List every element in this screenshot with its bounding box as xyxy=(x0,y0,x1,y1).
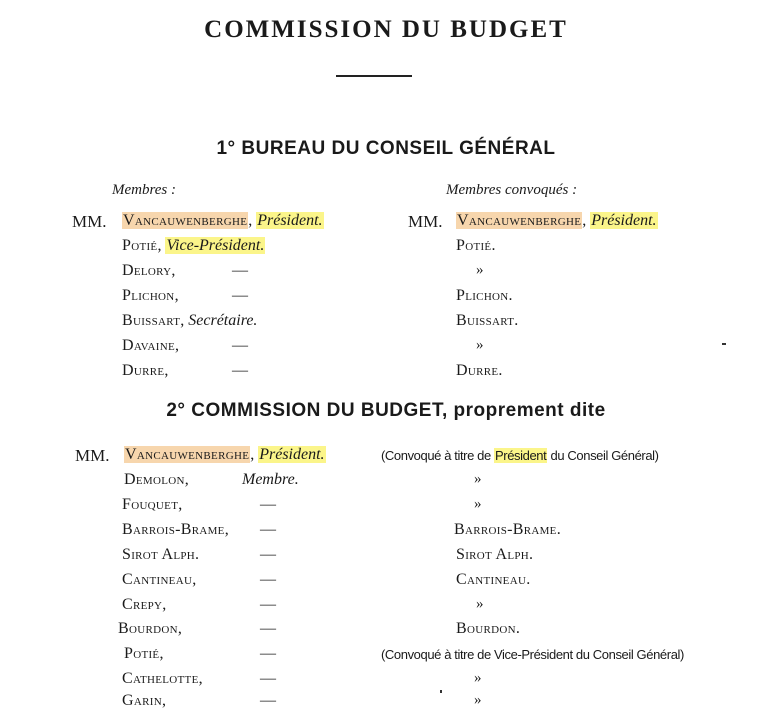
ditto-mark: » xyxy=(474,471,482,487)
member-role: Président. xyxy=(257,212,323,229)
ditto-mark: » xyxy=(476,596,484,612)
member-entry xyxy=(122,546,199,564)
ditto-dash: — xyxy=(260,692,276,709)
convened-name: Durre. xyxy=(456,362,503,379)
mm-label: MM. xyxy=(72,212,107,231)
member-role: Président. xyxy=(259,446,325,463)
convened-name: Bourdon. xyxy=(456,620,521,637)
convened-name: Barrois-Brame. xyxy=(454,521,561,538)
member-entry xyxy=(122,287,179,305)
member-entry xyxy=(124,645,164,663)
member-name: Cantineau xyxy=(122,571,193,588)
title-rule xyxy=(336,75,412,77)
scan-speck xyxy=(440,690,442,693)
ditto-mark: » xyxy=(474,692,482,708)
separator: , xyxy=(159,645,164,662)
convocation-note xyxy=(381,448,659,463)
ditto-mark: » xyxy=(474,496,482,512)
s2-row-7 xyxy=(0,596,772,618)
member-name: Buissart xyxy=(122,312,181,329)
s1-row-3 xyxy=(0,262,772,284)
member-name: Vancauwenberghe xyxy=(123,212,248,229)
member-entry xyxy=(124,471,189,489)
s1-row-6 xyxy=(0,337,772,359)
member-name: Garin xyxy=(122,692,162,709)
convened-members-heading: Membres convoqués : xyxy=(446,182,578,198)
section-1-title: 1° BUREAU DU CONSEIL GÉNÉRAL xyxy=(216,138,556,159)
member-name: Demolon xyxy=(124,471,185,488)
member-entry xyxy=(122,571,197,589)
member-role: Vice-Président. xyxy=(166,237,265,254)
convened-role: Président. xyxy=(591,212,657,229)
member-name: Sirot Alph. xyxy=(122,546,200,563)
separator: , xyxy=(157,237,162,254)
member-entry xyxy=(122,362,168,380)
ditto-dash: — xyxy=(232,337,248,354)
member-name: Durre xyxy=(122,362,165,379)
s1-row-2 xyxy=(0,237,772,259)
member-entry xyxy=(124,446,326,464)
member-name: Potié xyxy=(122,237,158,254)
member-name: Cathelotte xyxy=(122,670,199,687)
note-highlight: Président xyxy=(495,448,547,463)
ditto-mark: » xyxy=(476,262,484,278)
s2-row-6 xyxy=(0,571,772,593)
member-entry xyxy=(122,692,166,710)
ditto-dash: — xyxy=(260,620,276,637)
separator: , xyxy=(198,670,203,687)
s2-row-3 xyxy=(0,496,772,518)
s2-row-8 xyxy=(0,620,772,642)
ditto-mark: » xyxy=(474,670,482,686)
convened-entry xyxy=(456,212,658,230)
s2-row-9 xyxy=(0,645,772,667)
member-name: Barrois-Brame xyxy=(122,521,225,538)
separator: , xyxy=(248,212,253,229)
s2-row-11 xyxy=(0,692,772,714)
separator: , xyxy=(171,262,176,279)
member-name: Potié xyxy=(124,645,160,662)
member-name: Bourdon xyxy=(118,620,178,637)
member-name: Plichon xyxy=(122,287,175,304)
separator: , xyxy=(184,471,190,488)
s2-row-4 xyxy=(0,521,772,543)
s2-row-10 xyxy=(0,670,772,692)
separator: , xyxy=(174,287,179,304)
member-role: Secrétaire. xyxy=(188,312,258,329)
section-2-title: 2° COMMISSION DU BUDGET, proprement dite xyxy=(166,400,606,421)
member-name: Davaine xyxy=(122,337,175,354)
ditto-dash: — xyxy=(260,546,276,563)
s1-row-1 xyxy=(0,212,772,234)
ditto-dash: — xyxy=(232,362,248,379)
member-entry xyxy=(122,337,179,355)
s1-row-5 xyxy=(0,312,772,334)
separator: , xyxy=(164,362,169,379)
separator: , xyxy=(224,521,230,538)
ditto-dash: — xyxy=(260,521,276,538)
convened-name: Buissart. xyxy=(456,312,519,329)
convened-name: Vancauwenberghe xyxy=(457,212,582,229)
ditto-mark: » xyxy=(476,337,484,353)
member-name: Delory xyxy=(122,262,172,279)
ditto-dash: — xyxy=(260,496,276,513)
separator: , xyxy=(180,312,185,329)
convened-name: Cantineau. xyxy=(456,571,531,588)
s2-row-2 xyxy=(0,471,772,493)
member-entry xyxy=(122,312,257,330)
member-entry xyxy=(118,620,182,638)
member-entry xyxy=(122,237,265,255)
note-text: du Conseil Général) xyxy=(547,448,659,463)
s1-row-7 xyxy=(0,362,772,384)
ditto-dash: — xyxy=(232,262,248,279)
member-entry xyxy=(122,496,183,514)
convened-name: Plichon. xyxy=(456,287,513,304)
separator: , xyxy=(161,692,167,709)
ditto-dash: — xyxy=(232,287,248,304)
convened-name: Potié. xyxy=(456,237,496,254)
ditto-dash: — xyxy=(260,645,276,662)
separator: , xyxy=(162,596,167,613)
separator: , xyxy=(582,212,587,229)
mm-label: MM. xyxy=(75,446,110,465)
s2-row-5 xyxy=(0,546,772,568)
member-entry xyxy=(122,670,203,688)
convocation-note: (Convoqué à titre de Vice-Président du Conseil Général) xyxy=(381,647,684,662)
member-name: Vancauwenberghe xyxy=(125,446,250,463)
scan-speck xyxy=(722,343,726,345)
member-entry xyxy=(122,596,167,614)
members-heading: Membres : xyxy=(112,182,177,198)
member-entry xyxy=(122,262,175,280)
document-title: COMMISSION DU BUDGET xyxy=(204,16,568,43)
member-name: Crepy xyxy=(122,596,163,613)
mm-label-right: MM. xyxy=(408,212,443,231)
member-role: Membre. xyxy=(242,471,299,488)
separator: , xyxy=(250,446,255,463)
s2-row-1 xyxy=(0,446,772,468)
ditto-dash: — xyxy=(260,596,276,613)
member-entry xyxy=(122,212,324,230)
separator: , xyxy=(192,571,197,588)
member-entry xyxy=(122,521,229,539)
member-name: Fouquet xyxy=(122,496,179,513)
s1-row-4 xyxy=(0,287,772,309)
note-text: (Convoqué à titre de xyxy=(381,448,495,463)
separator: , xyxy=(174,337,179,354)
ditto-dash: — xyxy=(260,571,276,588)
ditto-dash: — xyxy=(260,670,276,687)
convened-name: Sirot Alph. xyxy=(456,546,534,563)
separator: , xyxy=(177,620,183,637)
separator: , xyxy=(178,496,183,513)
